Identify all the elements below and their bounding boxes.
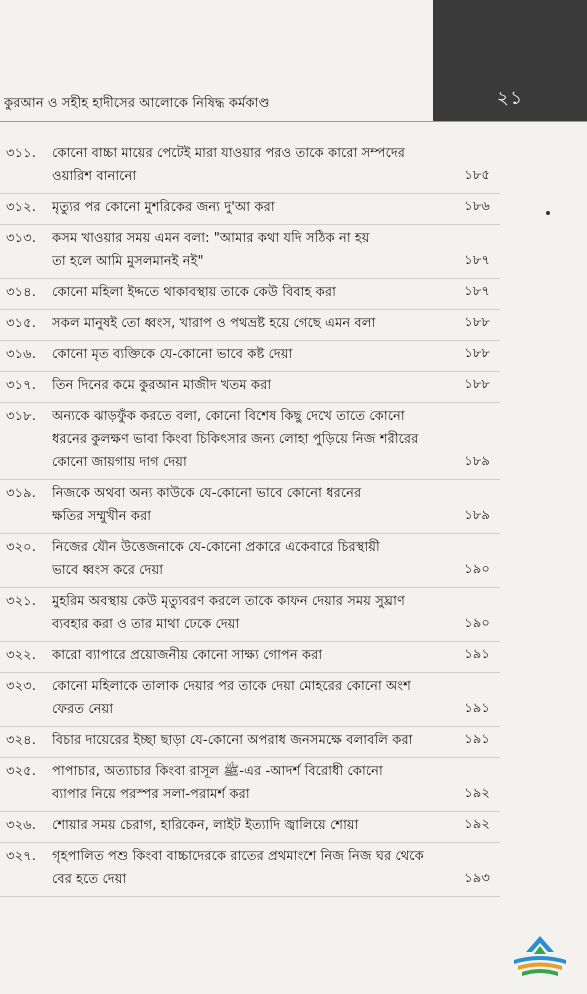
entry-page-number: ১৮৯ [464, 508, 490, 523]
entry-title: গৃহপালিত পশু কিংবা বাচ্চাদেরকে রাতের প্রথমাংশে নিজ নিজ ঘর থেকে বের হতে দেয়া [52, 849, 424, 887]
entry-page-number: ১৮৫ [464, 168, 490, 183]
entry-page-number: ১৯২ [464, 817, 490, 832]
entry-title: সকল মানুষই তো ধ্বংস, খারাপ ও পথভ্রষ্ট হয়ে গেছে এমন বলা [52, 316, 376, 331]
entry-page-number: ১৯১ [464, 647, 490, 662]
entry-number: ৩১৮. [6, 409, 36, 424]
toc-entry [0, 279, 500, 310]
header-divider [0, 121, 587, 122]
entry-title: কোনো মৃত ব্যক্তিকে যে-কোনো ভাবে কষ্ট দেয়া [52, 347, 293, 362]
entry-number: ৩২৫. [6, 764, 36, 779]
entry-number: ৩১২. [6, 200, 36, 215]
entry-title: তিন দিনের কমে কুরআন মাজীদ খতম করা [52, 378, 272, 393]
entry-title: বিচার দায়েরের ইচ্ছা ছাড়া যে-কোনো অপরাধ জনসমক্ষে বলাবলি করা [52, 733, 413, 748]
entry-number: ৩১৫. [6, 316, 36, 331]
entry-title: কসম খাওয়ার সময় এমন বলা: "আমার কথা যদি সঠিক না হয় তা হলে আমি মুসলমানই নই" [52, 231, 370, 269]
publisher-logo-icon [508, 932, 572, 982]
entry-page-number: ১৮৯ [464, 454, 490, 469]
running-header: কুরআন ও সহীহ হাদীসের আলোকে নিষিদ্ধ কর্মকাণ্ড [4, 96, 270, 111]
entry-number: ৩১৯. [6, 486, 36, 501]
entry-page-number: ১৮৮ [464, 377, 490, 392]
page-number: ২১ [496, 87, 524, 109]
entry-number: ৩২৪. [6, 733, 36, 748]
entry-number: ৩২১. [6, 594, 36, 609]
entry-title: পাপাচার, অত্যাচার কিংবা রাসূল ﷺ-এর -আদর্শ বিরোধী কোনো ব্যাপার নিয়ে পরস্পর সলা-পরামর্শ করা [52, 764, 383, 802]
entry-title: নিজের যৌন উত্তেজনাকে যে-কোনো প্রকারে একেবারে চিরস্থায়ী ভাবে ধ্বংস করে দেয়া [52, 540, 380, 578]
entry-page-number: ১৯৩ [464, 871, 490, 886]
toc-entry [0, 812, 500, 843]
entry-page-number: ১৮৬ [464, 199, 490, 214]
toc-entry [0, 534, 500, 588]
toc-entry [0, 588, 500, 642]
entry-title: কোনো বাচ্চা মায়ের পেটেই মারা যাওয়ার পরও তাকে কারো সম্পদের ওয়ারিশ বানানো [52, 146, 406, 184]
entry-number: ৩১৩. [6, 231, 36, 246]
toc-entry [0, 225, 500, 279]
toc-entry [0, 843, 500, 897]
toc-entry [0, 341, 500, 372]
entry-page-number: ১৯০ [464, 562, 490, 577]
entry-page-number: ১৯২ [464, 786, 490, 801]
toc-entry [0, 194, 500, 225]
entry-page-number: ১৮৮ [464, 346, 490, 361]
toc-entry [0, 642, 500, 673]
entry-title: কোনো মহিলাকে তালাক দেয়ার পর তাকে দেয়া মোহরের কোনো অংশ ফেরত নেয়া [52, 679, 411, 717]
entry-page-number: ১৯১ [464, 732, 490, 747]
page-number-tab [433, 0, 587, 122]
table-of-contents [0, 140, 500, 897]
toc-entry [0, 758, 500, 812]
entry-page-number: ১৮৭ [464, 284, 490, 299]
entry-page-number: ১৯০ [464, 616, 490, 631]
entry-page-number: ১৯১ [464, 701, 490, 716]
toc-entry [0, 372, 500, 403]
toc-entry [0, 310, 500, 341]
toc-entry [0, 727, 500, 758]
entry-page-number: ১৮৭ [464, 253, 490, 268]
toc-entry [0, 480, 500, 534]
ink-dot [546, 211, 550, 215]
toc-entry [0, 673, 500, 727]
entry-number: ৩২৭. [6, 849, 36, 864]
entry-title: কোনো মহিলা ইদ্দতে থাকাবস্থায় তাকে কেউ বিবাহ করা [52, 285, 336, 300]
entry-title: নিজকে অথবা অন্য কাউকে যে-কোনো ভাবে কোনো ধরনের ক্ষতির সম্মুখীন করা [52, 486, 362, 524]
entry-number: ৩২২. [6, 648, 36, 663]
entry-title: কারো ব্যাপারে প্রয়োজনীয় কোনো সাক্ষ্য গোপন করা [52, 648, 323, 663]
toc-entry [0, 140, 500, 194]
entry-number: ৩২৬. [6, 818, 36, 833]
toc-entry [0, 403, 500, 480]
entry-page-number: ১৮৮ [464, 315, 490, 330]
entry-title: অন্যকে ঝাড়ফুঁক করতে বলা, কোনো বিশেষ কিছু দেখে তাতে কোনো ধরনের কুলক্ষণ ভাবা কিংবা চিকিৎসার জন্য লোহা পুড়িয়ে নিজ শরীরের কোনো জায়গায় দাগ দেয়া [52, 409, 419, 470]
entry-number: ৩১৭. [6, 378, 36, 393]
entry-number: ৩১১. [6, 146, 36, 161]
entry-number: ৩২০. [6, 540, 36, 555]
entry-title: শোয়ার সময় চেরাগ, হারিকেন, লাইট ইত্যাদি জ্বালিয়ে শোয়া [52, 818, 359, 833]
entry-number: ৩১৪. [6, 285, 36, 300]
entry-title: মৃত্যুর পর কোনো মুশরিকের জন্য দু'আ করা [52, 200, 275, 215]
entry-number: ৩১৬. [6, 347, 36, 362]
entry-number: ৩২৩. [6, 679, 36, 694]
entry-title: মুহরিম অবস্থায় কেউ মৃত্যুবরণ করলে তাকে কাফন দেয়ার সময় সুঘ্রাণ ব্যবহার করা ও তার মাথা ঢেকে দেয়া [52, 594, 405, 632]
